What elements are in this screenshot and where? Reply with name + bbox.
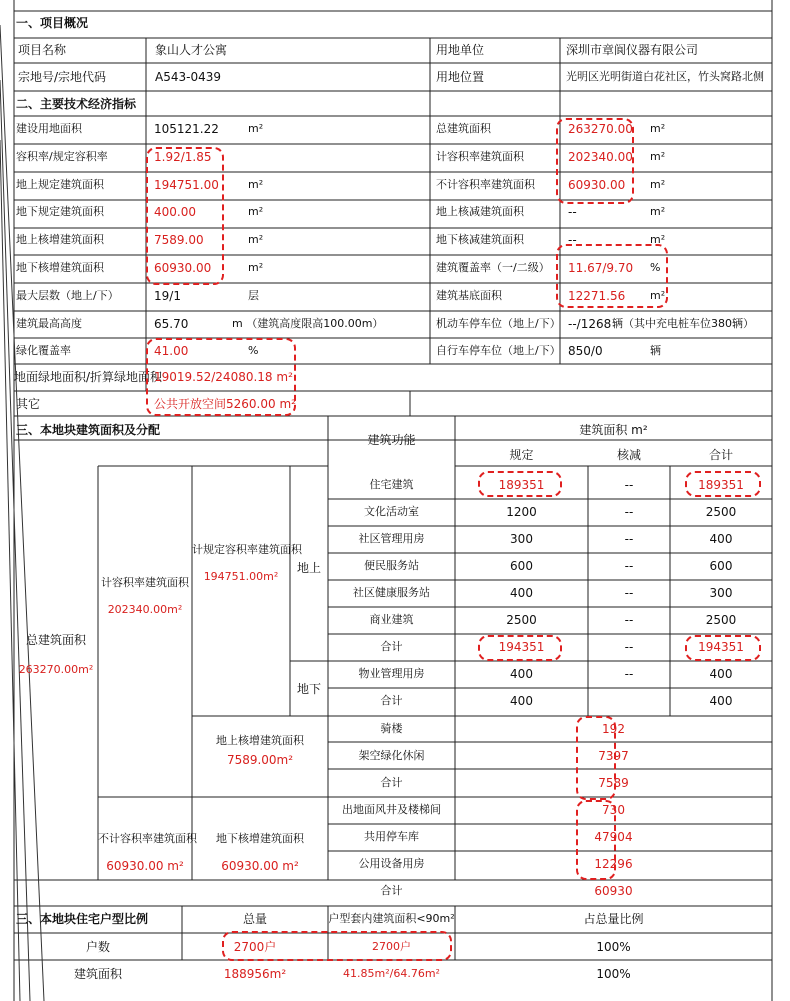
indicator-unit: 层 [248,288,259,302]
indicator-label: 绿化覆盖率 [16,344,71,358]
underground-name: 出地面风井及楼梯间 [342,803,441,816]
indicator-label: 地上核增建筑面积 [16,233,104,247]
ug-area-label: 地下核增建筑面积 [216,832,304,845]
indicator-value: 105121.22 [154,122,219,136]
increment-value: 7589 [598,776,629,790]
section3-title: 三、本地块建筑面积及分配 [16,423,161,437]
function-name: 合计 [380,694,403,707]
indicator-unit-2: 辆 [650,344,661,358]
col-reduce: 核减 [616,448,641,462]
underground-value: 47904 [594,830,633,844]
indicator-value-2: 202340.00 [568,149,633,164]
function-name: 社区管理用房 [358,532,425,545]
indicator-unit-2: m² [650,205,666,219]
reduce-area: -- [624,667,634,681]
inc-area-label: 地上核增建筑面积 [216,734,304,747]
area-header: 建筑面积 m² [579,423,648,437]
indicator-label-2: 建筑覆盖率（一/二级） [436,261,550,274]
indicator-value-2: 60930.00 [568,177,626,192]
reduce-area: -- [624,559,634,573]
total-area: 400 [709,694,733,708]
land-unit-value: 深圳市章阆仪器有限公司 [566,43,699,57]
function-name: 商业建筑 [369,613,414,626]
indicator-label: 地下核增建筑面积 [16,261,104,274]
reduce-area: -- [624,478,634,492]
indicator-unit: m （建筑高度限高100.00m） [232,316,384,330]
indicator-label-2: 自行车停车位（地上/下） [436,344,561,358]
underground-value: 12296 [594,857,633,871]
ratio-row-label: 户数 [85,940,110,954]
ug-area-value: 60930.00 m² [221,859,299,873]
total-area-value: 263270.00m² [18,663,94,676]
indicator-unit-2: m² [650,288,666,302]
indicator-value-2: -- [568,233,577,248]
section1-title: 一、项目概况 [16,16,89,30]
indicator-value: 7589.00 [154,233,204,248]
spec-area: 2500 [506,613,537,627]
total-area: 194351 [698,640,744,654]
indicator-unit: m² [248,177,264,191]
indicator-value: 19/1 [154,288,181,303]
increment-value: 7397 [598,749,629,763]
parcel-value: A543-0439 [155,70,221,84]
ratio-small: 2700户 [372,940,411,953]
spec-area: 600 [510,559,533,573]
indicator-value-2: --/1268 [568,316,612,331]
indicator-unit-2: m² [650,233,666,247]
indicator-value-2: -- [568,205,577,220]
green-area-value: 19019.52/24080.18 m² [154,370,293,384]
annotation-oval [478,635,562,661]
parcel-label: 宗地号/宗地代码 [18,70,107,84]
underground-value: 60930 [594,884,633,898]
annotation-oval [685,471,761,497]
indicator-label-2: 不计容积率建筑面积 [436,177,535,191]
total-area: 189351 [698,478,744,492]
nfr-area-label: 不计容积率建筑面积 [98,832,197,845]
inc-area-value: 7589.00m² [226,753,294,767]
indicator-label-2: 总建筑面积 [436,122,491,135]
spec-area-label: 计规定容积率建筑面积 [192,543,302,556]
header-total: 总量 [242,912,267,926]
indicator-value-2: 12271.56 [568,288,626,303]
indicator-value: 60930.00 [154,261,212,275]
spec-area: 189351 [498,478,545,492]
section4-title: 三、本地块住宅户型比例 [16,912,149,926]
increment-name: 架空绿化休闲 [358,749,425,762]
location-value: 光明区光明街道白花社区，竹头窝路北侧 [566,70,764,83]
reduce-area: -- [624,613,634,627]
indicator-value: 194751.00 [154,177,219,192]
indicator-label-2: 计容积率建筑面积 [436,149,524,163]
header-ratio: 占总量比例 [583,912,644,926]
spec-area: 300 [510,532,533,546]
indicator-unit: m² [248,205,264,219]
reduce-area: -- [624,532,634,546]
spec-area: 400 [510,667,533,681]
annotation-oval [685,635,761,661]
annotation-oval [478,471,562,497]
reduce-area: -- [624,586,634,600]
land-unit-label: 用地单位 [436,43,485,57]
reduce-area: -- [624,640,634,654]
function-name: 物业管理用房 [358,667,425,680]
annotation-oval [146,338,296,416]
ratio-total: 188956m² [223,967,287,981]
indicator-label-2: 地下核减建筑面积 [436,233,524,247]
above-ground-label: 地上 [296,561,321,575]
indicator-unit-2: 辆（其中充电桩车位380辆） [612,316,754,330]
indicator-label: 地上规定建筑面积 [16,177,104,191]
indicator-unit-2: m² [650,122,666,135]
below-ground-label: 地下 [296,682,321,696]
reduce-area: -- [624,505,634,519]
annotation-oval [556,118,634,204]
ratio-row-label: 建筑面积 [73,967,122,981]
spec-area: 400 [510,586,533,600]
annotation-oval [576,716,616,800]
function-name: 文化活动室 [364,505,419,518]
col-total: 合计 [708,448,733,462]
function-name: 合计 [380,640,403,653]
total-area-label: 总建筑面积 [25,633,86,647]
indicator-unit-2: m² [650,177,666,191]
col-spec: 规定 [509,448,534,462]
indicator-label: 建设用地面积 [16,122,82,135]
indicator-label-2: 机动车停车位（地上/下） [436,316,561,330]
annotation-oval [556,244,668,308]
indicator-label: 建筑最高高度 [16,316,82,330]
function-name: 便民服务站 [364,559,419,572]
indicator-value: 1.92/1.85 [154,149,212,164]
total-area: 400 [709,532,733,546]
nfr-area-value: 60930.00 m² [106,859,184,873]
ratio-percent: 100% [596,940,631,954]
indicator-unit-2: % [650,261,661,274]
indicator-unit: m² [248,261,264,274]
total-area: 600 [709,559,733,573]
ratio-small: 41.85m²/64.76m² [343,967,440,980]
indicator-value-2: 263270.00 [568,122,633,136]
indicator-label: 最大层数（地上/下） [16,288,119,302]
function-name: 住宅建筑 [369,478,414,491]
project-name-value: 象山人才公寓 [155,43,228,57]
indicator-label-2: 地上核减建筑面积 [436,205,524,219]
total-area: 300 [709,586,733,600]
annotation-oval [146,147,224,285]
spec-area: 194351 [498,640,545,654]
total-area: 400 [709,667,733,681]
underground-name: 共用停车库 [364,830,419,843]
indicator-label: 地下规定建筑面积 [16,205,104,219]
indicator-unit: % [248,344,259,358]
indicator-unit-2: m² [650,149,666,163]
annotation-oval [222,931,452,961]
location-label: 用地位置 [436,70,485,84]
total-area: 2500 [705,613,737,627]
indicator-value: 41.00 [154,344,189,359]
header-small-unit: 户型套内建筑面积<90m² [328,912,455,925]
indicator-value-2: 850/0 [568,344,603,359]
underground-name: 合计 [380,884,403,897]
indicator-label-2: 建筑基底面积 [436,288,502,302]
ratio-total: 2700户 [233,940,277,954]
increment-name: 合计 [380,776,403,789]
fr-area-label: 计容积率建筑面积 [101,576,189,589]
section2-title: 二、主要技术经济指标 [16,97,137,111]
underground-name: 公用设备用房 [358,857,425,870]
fr-area-value: 202340.00m² [107,603,183,616]
annotation-oval [576,800,616,880]
project-name-label: 项目名称 [18,43,67,57]
func-header: 建筑功能 [367,433,416,447]
function-name: 社区健康服务站 [353,586,430,599]
indicator-value-2: 11.67/9.70 [568,261,634,275]
total-area: 2500 [705,505,737,519]
other-label: 其它 [16,397,41,411]
increment-name: 骑楼 [380,722,403,735]
indicator-unit: m² [248,233,264,247]
indicator-label: 容积率/规定容积率 [16,149,108,163]
ratio-percent: 100% [596,967,631,981]
spec-area: 400 [510,694,533,708]
other-value: 公共开放空间5260.00 m² [154,397,296,411]
indicator-value: 65.70 [154,316,189,331]
indicator-unit: m² [248,122,264,135]
spec-area: 1200 [506,505,537,519]
increment-value: 192 [602,722,625,736]
underground-value: 730 [602,803,625,817]
indicator-value: 400.00 [154,205,196,220]
spec-area-value: 194751.00m² [203,570,279,583]
green-area-label: 地面绿地面积/折算绿地面积 [14,370,163,384]
